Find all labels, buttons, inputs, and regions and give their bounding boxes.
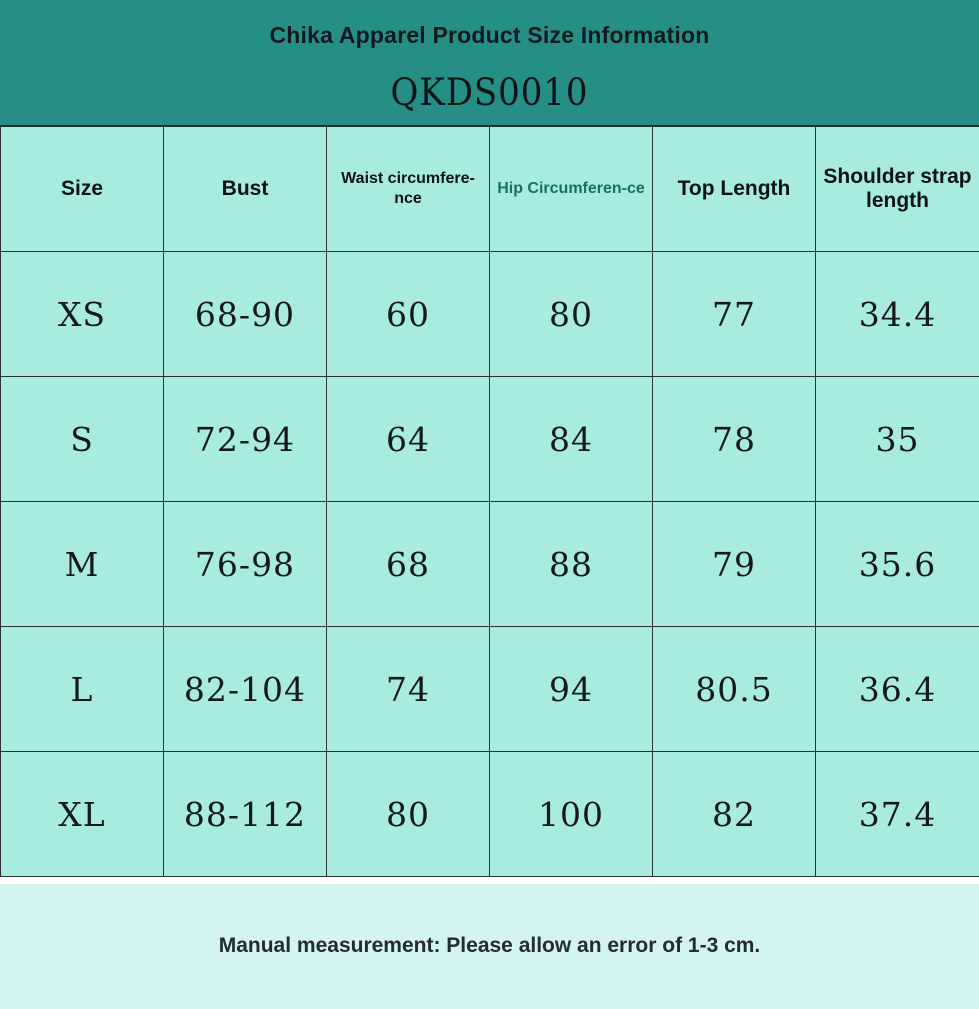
cell-hip: 100 [490, 752, 653, 877]
column-header-waist: Waist circumfere-nce [327, 127, 490, 252]
cell-shoulder-strap: 37.4 [816, 752, 979, 877]
cell-waist: 68 [327, 502, 490, 627]
cell-waist: 74 [327, 627, 490, 752]
cell-top-length: 79 [653, 502, 816, 627]
column-header-hip: Hip Circumferen-ce [490, 127, 653, 252]
table-row [1, 752, 979, 877]
table-row [1, 377, 979, 502]
cell-size: L [1, 627, 164, 752]
cell-top-length: 77 [653, 252, 816, 377]
size-table [0, 126, 979, 877]
product-code: QKDS0010 [390, 71, 589, 114]
column-header-bust: Bust [164, 127, 327, 252]
cell-top-length: 80.5 [653, 627, 816, 752]
footer-banner [0, 884, 979, 1009]
cell-shoulder-strap: 35.6 [816, 502, 979, 627]
header-banner [0, 0, 979, 126]
cell-bust: 88-112 [164, 752, 327, 877]
cell-bust: 82-104 [164, 627, 327, 752]
column-header-size: Size [1, 127, 164, 252]
table-header-row [1, 127, 979, 252]
cell-bust: 68-90 [164, 252, 327, 377]
cell-waist: 64 [327, 377, 490, 502]
cell-hip: 80 [490, 252, 653, 377]
cell-size: S [1, 377, 164, 502]
cell-top-length: 78 [653, 377, 816, 502]
cell-bust: 72-94 [164, 377, 327, 502]
cell-size: XS [1, 252, 164, 377]
cell-waist: 80 [327, 752, 490, 877]
table-row [1, 502, 979, 627]
column-header-shoulder-strap: Shoulder strap length [816, 127, 979, 252]
cell-size: XL [1, 752, 164, 877]
cell-size: M [1, 502, 164, 627]
cell-top-length: 82 [653, 752, 816, 877]
cell-hip: 94 [490, 627, 653, 752]
cell-shoulder-strap: 35 [816, 377, 979, 502]
cell-waist: 60 [327, 252, 490, 377]
page-title: Chika Apparel Product Size Information [269, 22, 710, 48]
column-header-top-length: Top Length [653, 127, 816, 252]
table-row [1, 627, 979, 752]
cell-hip: 84 [490, 377, 653, 502]
cell-bust: 76-98 [164, 502, 327, 627]
measurement-note: Manual measurement: Please allow an error of 1-3 cm. [218, 934, 761, 957]
cell-hip: 88 [490, 502, 653, 627]
table-row [1, 252, 979, 377]
cell-shoulder-strap: 34.4 [816, 252, 979, 377]
cell-shoulder-strap: 36.4 [816, 627, 979, 752]
